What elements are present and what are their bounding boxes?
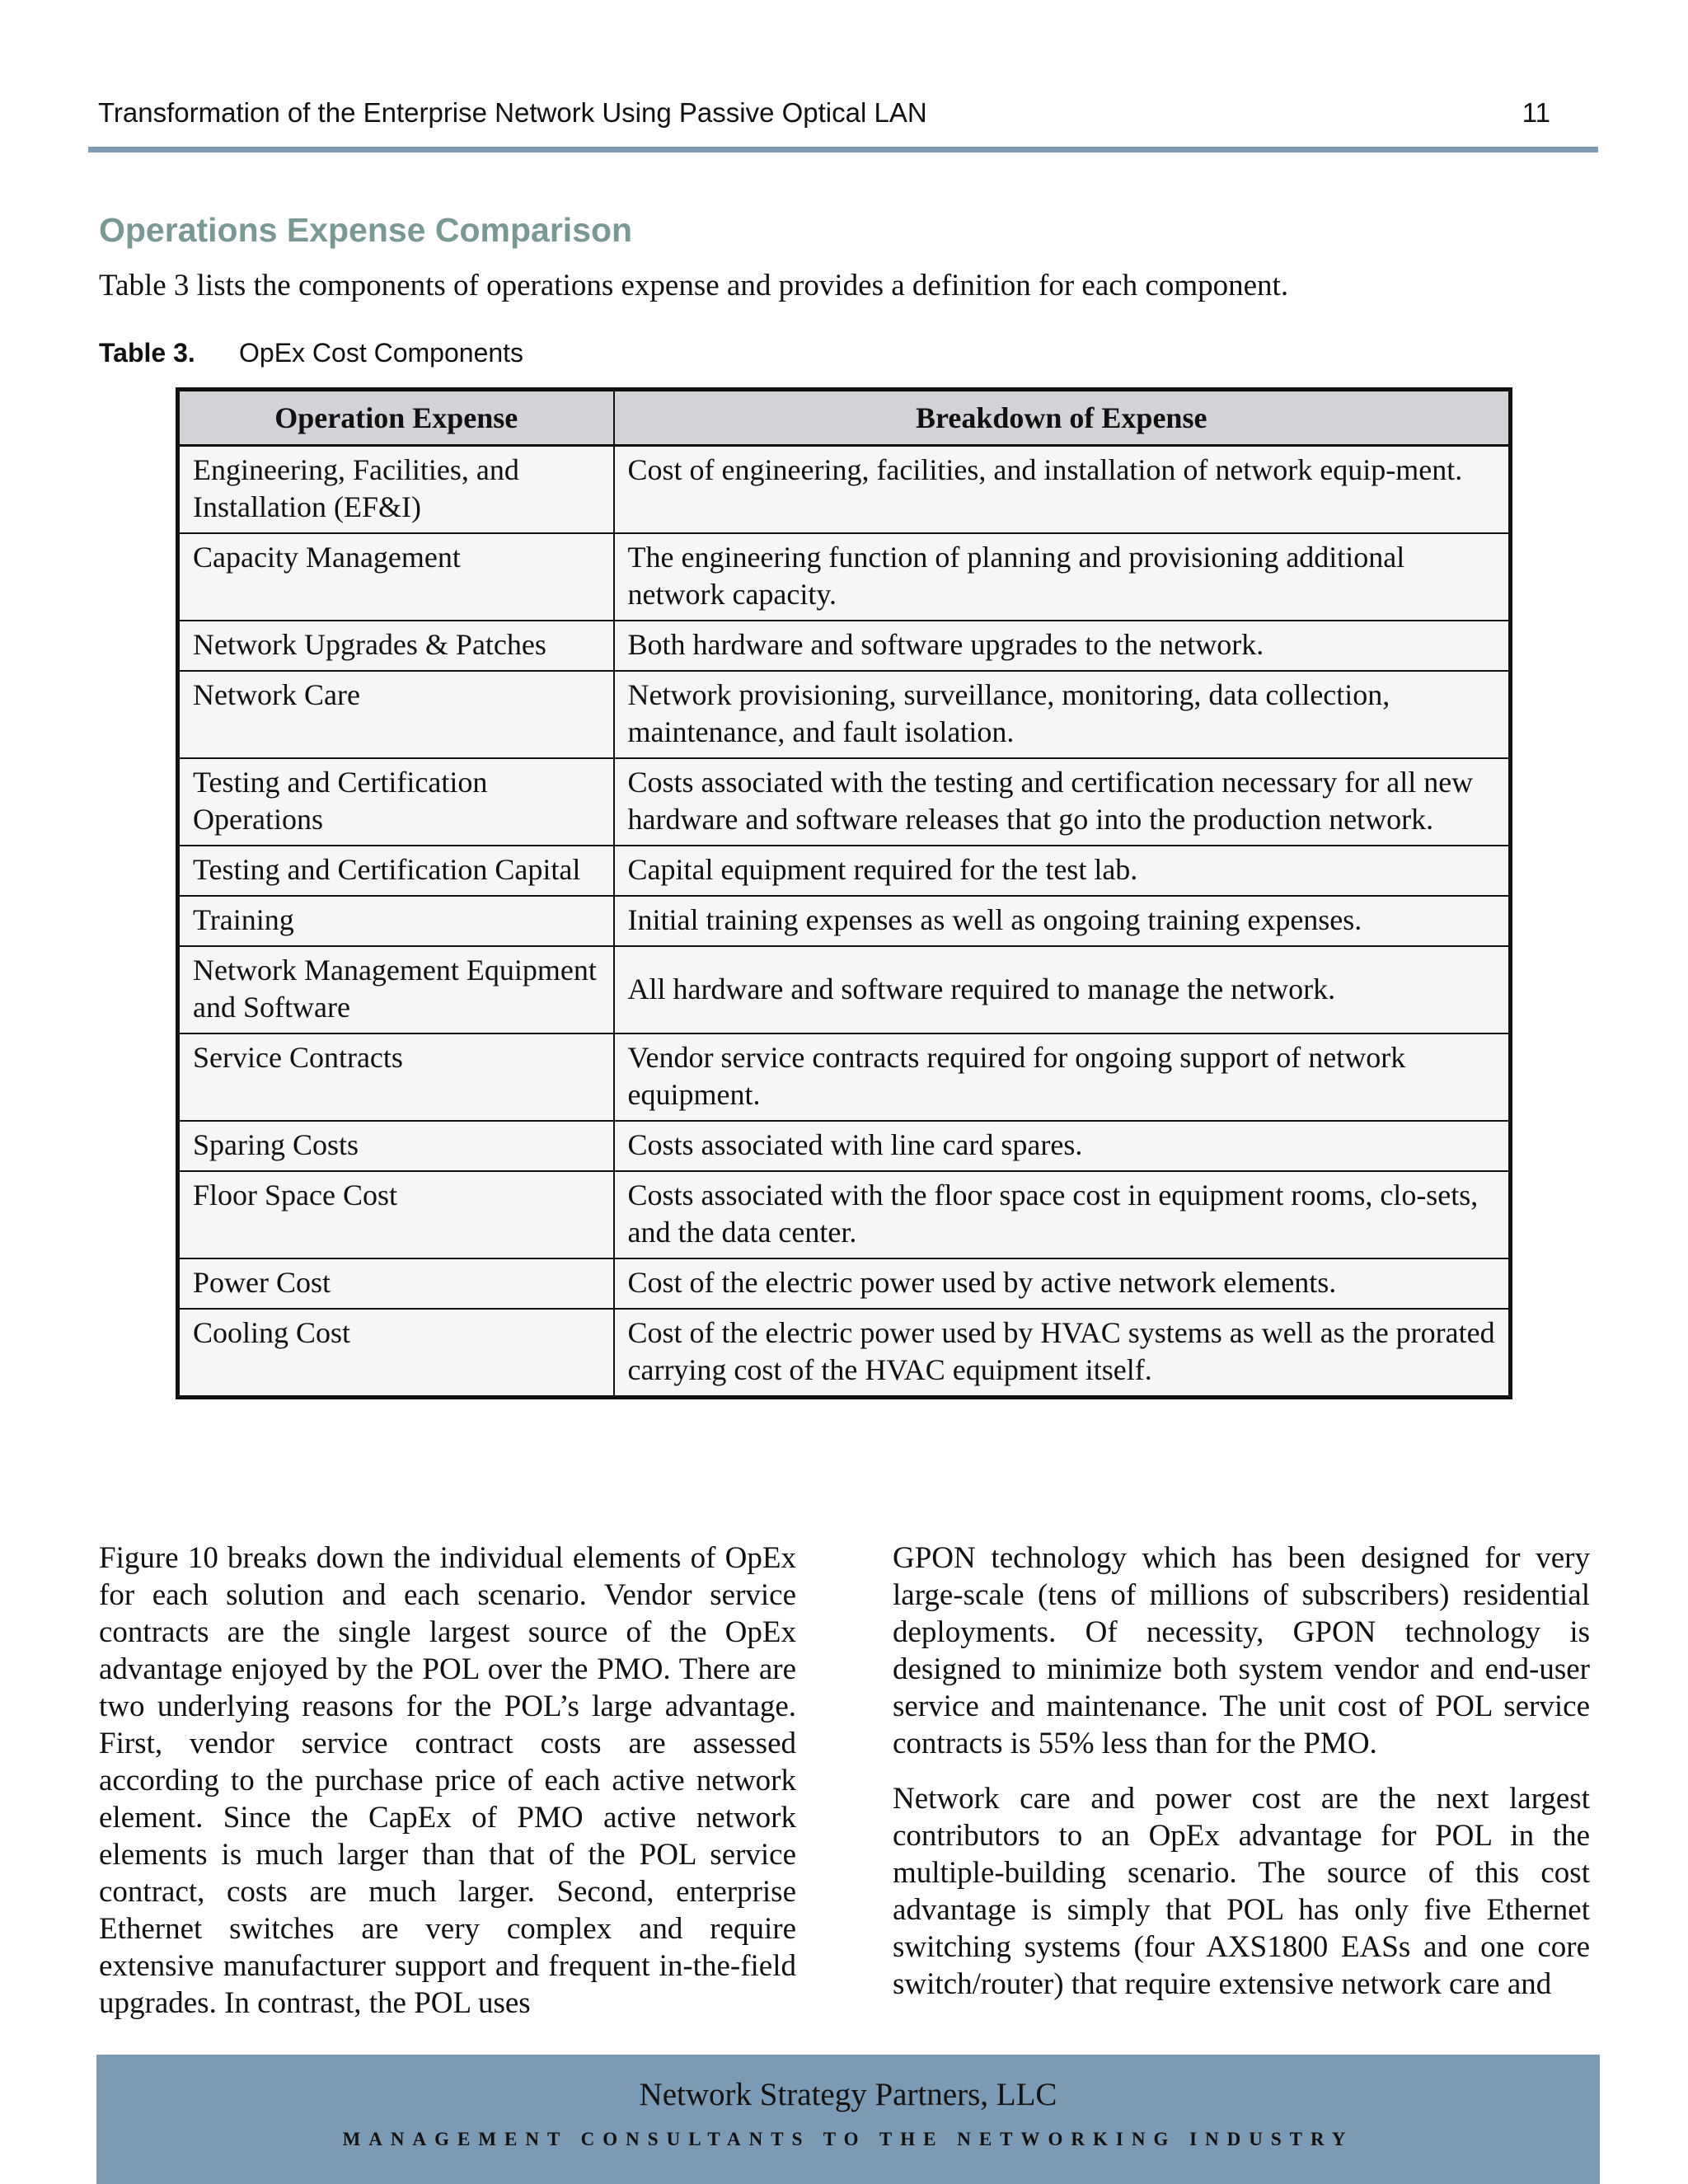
expense-cell: Service Contracts xyxy=(178,1033,614,1121)
expense-cell: Power Cost xyxy=(178,1258,614,1309)
breakdown-cell: The engineering function of planning and provisioning additional network capacity. xyxy=(614,533,1511,621)
expense-cell: Sparing Costs xyxy=(178,1121,614,1171)
table-row xyxy=(178,533,1511,621)
expense-cell: Network Management Equipment and Software xyxy=(178,946,614,1033)
table-row xyxy=(178,846,1511,896)
table-row xyxy=(178,896,1511,946)
page-number: 11 xyxy=(1522,97,1550,128)
table-row xyxy=(178,946,1511,1033)
body-column-left xyxy=(99,1540,796,2040)
table-row xyxy=(178,446,1511,534)
table-caption-number: Table 3. xyxy=(99,338,195,368)
breakdown-cell: Vendor service contracts required for ongoing support of network equipment. xyxy=(614,1033,1511,1121)
body-paragraph: Figure 10 breaks down the individual elements of OpEx for each solution and each scenario. Vendor service contracts are the single largest source of the OpEx advantage enjoyed by the POL over the PMO. There are two underlying reasons for the POL’s large advantage. First, vendor service contract costs are assessed according to the purchase price of each active network element. Since the CapEx of PMO active network elements is much larger than that of the POL service contract, costs are much larger. Second, enterprise Ethernet switches are very complex and require extensive manufacturer support and frequent in-the-field upgrades. In contrast, the POL uses xyxy=(99,1541,796,2020)
body-column-right xyxy=(893,1540,1590,2021)
breakdown-cell: Network provisioning, surveillance, monitoring, data collection, maintenance, and fault isolation. xyxy=(614,671,1511,758)
table-header-row xyxy=(178,390,1511,446)
footer-tagline: MANAGEMENT CONSULTANTS TO THE NETWORKING INDUSTRY xyxy=(342,2129,1354,2149)
header-divider xyxy=(88,147,1598,152)
expense-cell: Engineering, Facilities, and Installation (EF&I) xyxy=(178,446,614,534)
body-paragraph: Network care and power cost are the next largest contributors to an OpEx advantage for POL in the multiple-building scenario. The source of this cost advantage is simply that POL has only five Ethernet switching systems (four AXS1800 EASs and one core switch/router) that require extensive network care and xyxy=(893,1782,1590,2001)
table-row xyxy=(178,1171,1511,1258)
page-header xyxy=(98,97,1550,135)
table-row xyxy=(178,1121,1511,1171)
page-footer xyxy=(96,2055,1600,2184)
table-caption xyxy=(99,338,523,368)
breakdown-cell: Costs associated with the floor space cost in equipment rooms, clo-sets, and the data center. xyxy=(614,1171,1511,1258)
body-paragraph: GPON technology which has been designed for very large-scale (tens of millions of subscribers) residential deployments. Of necessity, GPON technology is designed to minimize both system vendor and end-user service and maintenance. The unit cost of POL service contracts is 55% less than for the PMO. xyxy=(893,1541,1590,1760)
expense-cell: Testing and Certification Operations xyxy=(178,758,614,846)
expense-cell: Testing and Certification Capital xyxy=(178,846,614,896)
breakdown-cell: Cost of engineering, facilities, and installation of network equip-ment. xyxy=(614,446,1511,534)
breakdown-cell: Cost of the electric power used by HVAC systems as well as the prorated carrying cost of the HVAC equipment itself. xyxy=(614,1309,1511,1398)
table-row xyxy=(178,621,1511,671)
table-row xyxy=(178,1309,1511,1398)
breakdown-cell: Cost of the electric power used by active network elements. xyxy=(614,1258,1511,1309)
expense-cell: Floor Space Cost xyxy=(178,1171,614,1258)
expense-cell: Training xyxy=(178,896,614,946)
expense-cell: Network Care xyxy=(178,671,614,758)
breakdown-cell: Costs associated with line card spares. xyxy=(614,1121,1511,1171)
expense-cell: Network Upgrades & Patches xyxy=(178,621,614,671)
breakdown-cell: Both hardware and software upgrades to the network. xyxy=(614,621,1511,671)
table-row xyxy=(178,758,1511,846)
intro-paragraph: Table 3 lists the components of operations expense and provides a definition for each component. xyxy=(99,269,1289,302)
breakdown-cell: Costs associated with the testing and certification necessary for all new hardware and software releases that go into the production network. xyxy=(614,758,1511,846)
expense-cell: Capacity Management xyxy=(178,533,614,621)
table-row xyxy=(178,1033,1511,1121)
opex-cost-table xyxy=(176,387,1512,1399)
column-header-operation-expense: Operation Expense xyxy=(178,390,614,446)
expense-cell: Cooling Cost xyxy=(178,1309,614,1398)
footer-company-name: Network Strategy Partners, LLC xyxy=(639,2077,1057,2112)
breakdown-cell: All hardware and software required to manage the network. xyxy=(614,946,1511,1033)
breakdown-cell: Capital equipment required for the test lab. xyxy=(614,846,1511,896)
table-caption-title: OpEx Cost Components xyxy=(239,338,524,368)
table-row xyxy=(178,1258,1511,1309)
document-title: Transformation of the Enterprise Network Using Passive Optical LAN xyxy=(98,97,927,128)
column-header-breakdown: Breakdown of Expense xyxy=(614,390,1511,446)
table-row xyxy=(178,671,1511,758)
section-heading: Operations Expense Comparison xyxy=(99,211,633,249)
breakdown-cell: Initial training expenses as well as ongoing training expenses. xyxy=(614,896,1511,946)
